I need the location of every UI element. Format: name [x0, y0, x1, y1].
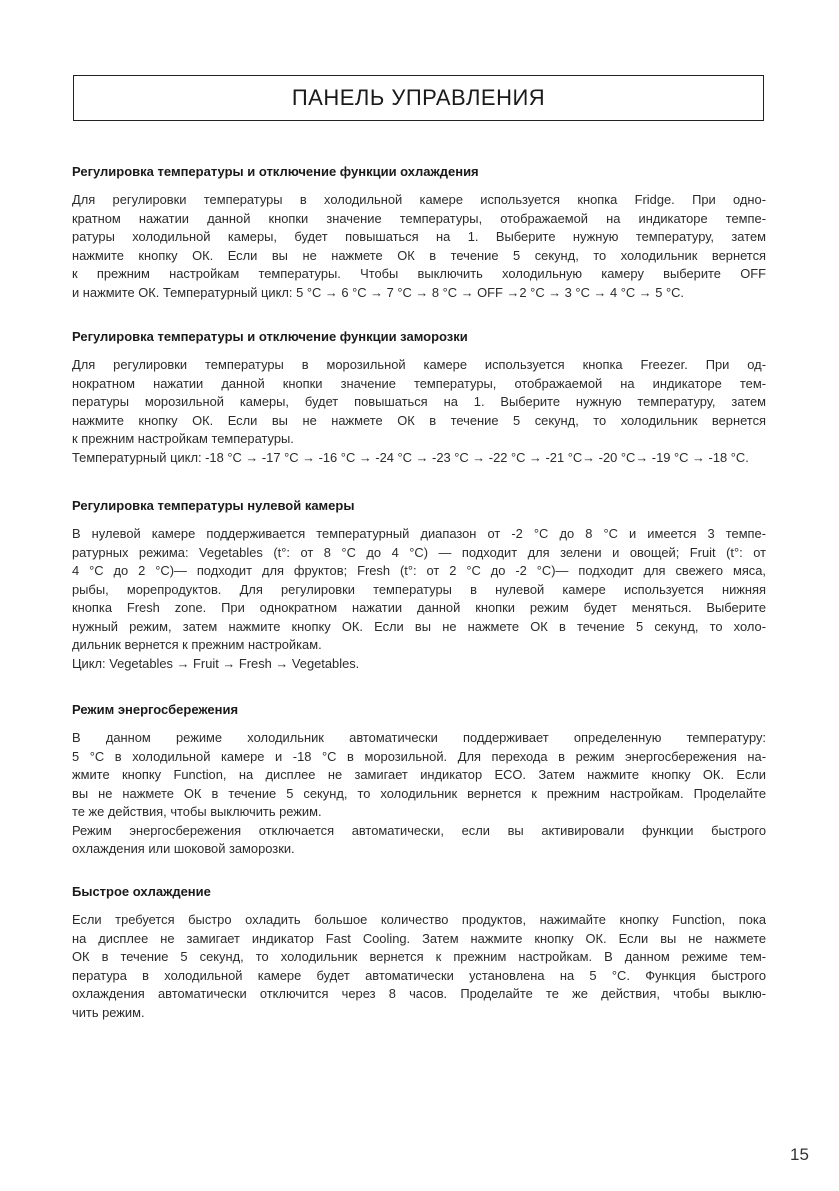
text-line: нажмите кнопку ОК. Если вы не нажмете ОК в течение 5 секунд, то холодильник вернется [72, 247, 766, 263]
text-line: и нажмите ОК. Температурный цикл: 5 °С → 6 °С → 7 °С → 8 °С → OFF →2 °С → 3 °С → 4 °С → 5 °С. [72, 284, 685, 300]
section-heading: Быстрое охлаждение [72, 884, 211, 899]
text-line: к прежним настройкам температуры. [72, 431, 294, 446]
text-line: на дисплее не замигает индикатор Fast Cooling. Затем нажмите кнопку ОК. Если вы не нажмете [72, 930, 766, 946]
text-line: охлаждения или шоковой заморозки. [72, 841, 295, 856]
text-line: дильник вернется к прежним настройкам. [72, 637, 322, 652]
text-line: кратном нажатии данной кнопки значение температуры, отображаемой на индикаторе темпе- [72, 210, 766, 226]
text-line: охлаждения автоматически отключится через 8 часов. Проделайте те же действия, чтобы выклю- [72, 986, 766, 1001]
text-line: 5 °С в холодильной камере и -18 °С в морозильной. Для перехода в режим энергосбережения на- [72, 748, 766, 764]
text-line: жмите кнопку Function, на дисплее не замигает индикатор ECO. Затем нажмите кнопку ОК. Если [72, 767, 766, 782]
page-number: 15 [790, 1145, 809, 1164]
paragraph [72, 822, 766, 859]
section-heading: Режим энергосбережения [72, 702, 239, 717]
paragraph [72, 655, 766, 674]
text-line: пература в холодильной камере будет автоматически установлена на 5 °С. Функция быстрого [72, 967, 766, 983]
text-line: те же действия, чтобы выключить режим. [72, 804, 322, 819]
text-line: пературы морозильной камеры, будет повышаться на 1. Выберите нужную температуру, затем [72, 394, 766, 409]
text-line: ратуры холодильной камеры, будет повышаться на 1. Выберите нужную температуру, затем [72, 229, 766, 244]
text-line: В данном режиме холодильник автоматически поддерживает определенную температуру: [72, 730, 766, 745]
text-line: В нулевой камере поддерживается температурный диапазон от -2 °С до 8 °С и имеется 3 темпе- [72, 526, 766, 541]
text-line: Для регулировки температуры в морозильной камере используется кнопка Freezer. При од- [72, 357, 766, 372]
section-heading: Регулировка температуры и отключение функции заморозки [72, 329, 468, 344]
paragraph [72, 191, 766, 302]
text-line: нажмите кнопку ОК. Если вы не нажмете ОК в течение 5 секунд, то холодильник вернется [72, 412, 766, 428]
text-line: вы не нажмете ОК в течение 5 секунд, то холодильник вернется к прежним настройкам. Проделайте [72, 785, 766, 801]
paragraph [72, 356, 766, 449]
text-line: Температурный цикл: -18 °С → -17 °С → -16 °С → -24 °С → -23 °С → -22 °С → -21 °С→ -20 °С→ -19 °С → -18 °С. [72, 449, 749, 465]
text-line: кнопка Fresh zone. При однократном нажатии данной кнопки режим будет меняться. Выберите [72, 600, 766, 615]
section-fast-cooling [72, 883, 766, 1022]
paragraph [72, 525, 766, 655]
section-energy-saving [72, 701, 766, 859]
text-line: рыбы, морепродуктов. Для регулировки температуры в нулевой камере используется нижняя [72, 581, 766, 597]
text-line: ОК в течение 5 секунд, то холодильник вернется к прежним настройкам. В данном режиме тем- [72, 949, 766, 964]
text-line: 4 °С до 2 °С)— подходит для фруктов; Fresh (t°: от 2 °С до -2 °С)— подходит для свежего мяса, [72, 563, 766, 578]
text-line: Режим энергосбережения отключается автоматически, если вы активировали функции быстрого [72, 822, 766, 838]
page-title: ПАНЕЛЬ УПРАВЛЕНИЯ [291, 85, 546, 110]
text-line: Цикл: Vegetables → Fruit → Fresh → Vegetables. [72, 655, 360, 671]
section-fridge-temperature [72, 163, 766, 302]
section-heading: Регулировка температуры нулевой камеры [72, 498, 355, 513]
section-freezer-temperature [72, 328, 766, 467]
text-line: ратурных режима: Vegetables (t°: от 8 °С до 4 °С) — подходит для зелени и овощей; Fruit (t°: от [72, 544, 766, 560]
text-line: нократном нажатии данной кнопки значение температуры, отображаемой на индикаторе тем- [72, 375, 766, 391]
section-zero-chamber [72, 497, 766, 673]
paragraph [72, 449, 766, 468]
text-line: чить режим. [72, 1004, 145, 1020]
paragraph [72, 911, 766, 1022]
section-heading: Регулировка температуры и отключение функции охлаждения [72, 164, 479, 179]
text-line: Если требуется быстро охладить большое количество продуктов, нажимайте кнопку Function, пока [72, 912, 766, 927]
text-line: нужный режим, затем нажмите кнопку ОК. Если вы не нажмете ОК в течение 5 секунд, то холо- [72, 618, 766, 634]
page-title-box [73, 75, 764, 121]
text-line: к прежним настройкам температуры. Чтобы выключить холодильную камеру выберите OFF [72, 266, 766, 281]
text-line: Для регулировки температуры в холодильной камере используется кнопка Fridge. При одно- [72, 192, 766, 207]
paragraph [72, 729, 766, 822]
